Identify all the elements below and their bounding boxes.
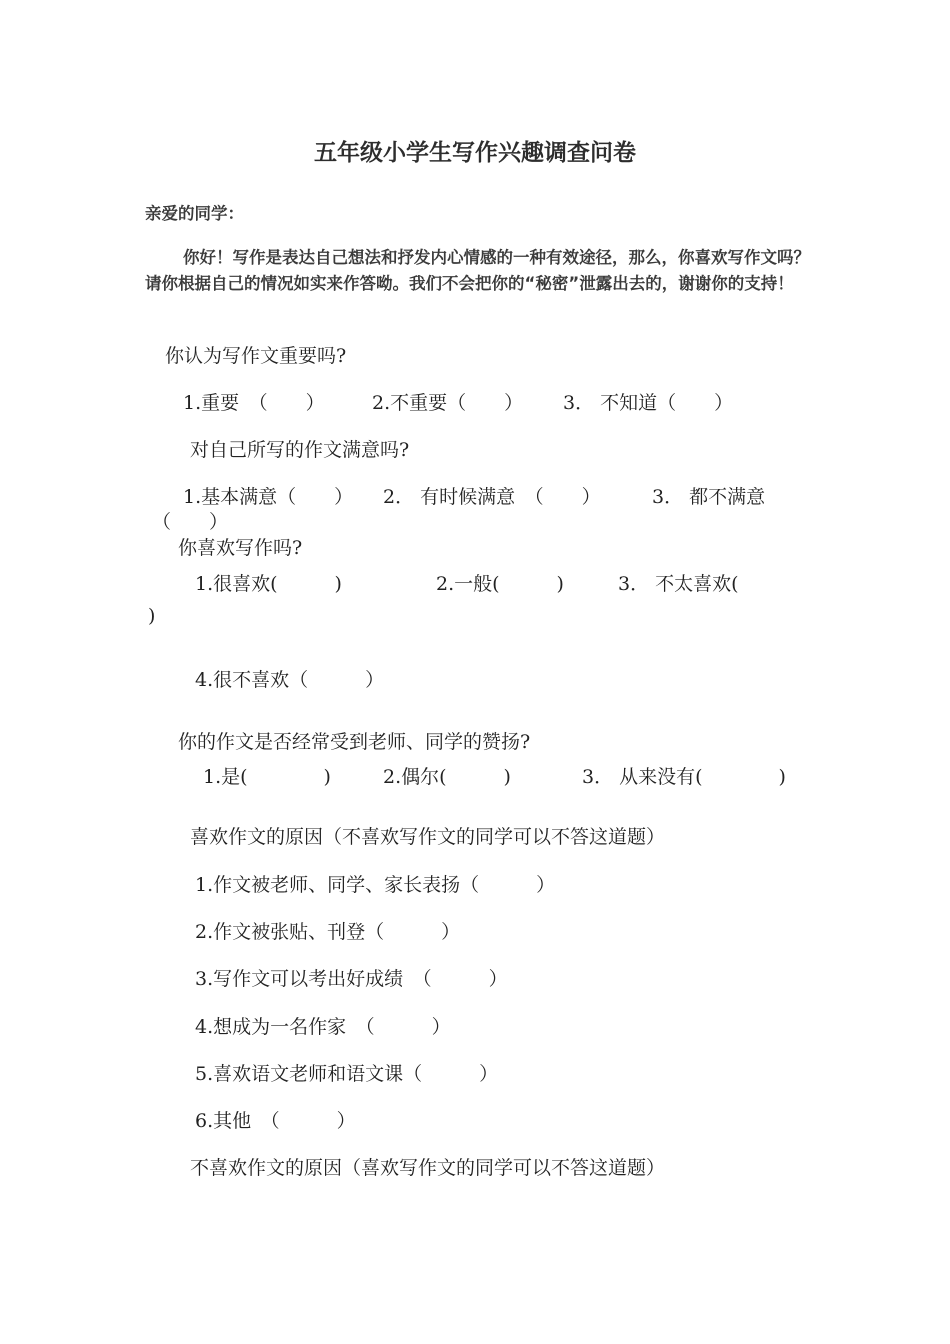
q5-option-6[interactable]: 6.其他 （ ） [195,1110,356,1132]
q2-option-1[interactable]: 1.基本满意（ ） [183,486,354,508]
question-2: 对自己所写的作文满意吗? [190,439,410,461]
q5-option-5[interactable]: 5.喜欢语文老师和语文课（ ） [195,1063,499,1085]
q2-option-3-paren: （ ） [152,511,229,533]
page-title: 五年级小学生写作兴趣调查问卷 [314,140,636,166]
q2-option-3[interactable]: 3． 都不满意 [652,486,766,508]
q3-option-4[interactable]: 4.很不喜欢（ ） [195,669,385,691]
q1-option-1[interactable]: 1.重要 （ ） [183,392,325,414]
q2-option-2[interactable]: 2． 有时候满意 （ ） [383,486,601,508]
q5-option-2[interactable]: 2.作文被张贴、刊登（ ） [195,921,461,943]
q1-option-3[interactable]: 3． 不知道（ ） [563,392,734,414]
q3-option-3-paren: ) [148,605,156,627]
question-5: 喜欢作文的原因（不喜欢写作文的同学可以不答这道题） [190,826,666,848]
question-3: 你喜欢写作吗? [178,537,303,559]
q4-option-3[interactable]: 3． 从来没有( ) [582,766,786,788]
question-4: 你的作文是否经常受到老师、同学的赞扬? [178,731,531,753]
question-6: 不喜欢作文的原因（喜欢写作文的同学可以不答这道题） [190,1157,666,1179]
q1-option-2[interactable]: 2.不重要（ ） [372,392,524,414]
q5-option-3[interactable]: 3.写作文可以考出好成绩 （ ） [195,968,508,990]
q5-option-1[interactable]: 1.作文被老师、同学、家长表扬（ ） [195,874,556,896]
question-1: 你认为写作文重要吗? [165,345,347,367]
q3-option-2[interactable]: 2.一般( ) [436,573,564,595]
q5-option-4[interactable]: 4.想成为一名作家 （ ） [195,1016,451,1038]
q4-option-1[interactable]: 1.是( ) [203,766,331,788]
intro-paragraph: 你好！写作是表达自己想法和抒发内心情感的一种有效途径，那么，你喜欢写作文吗？请你根据自己的情况如实来作答呦。我们不会把你的“秘密”泄露出去的，谢谢你的支持！ [145,248,810,293]
q3-option-3[interactable]: 3． 不太喜欢( [618,573,739,595]
q4-option-2[interactable]: 2.偶尔( ) [383,766,511,788]
greeting: 亲爱的同学： [145,204,244,223]
q3-option-1[interactable]: 1.很喜欢( ) [195,573,342,595]
